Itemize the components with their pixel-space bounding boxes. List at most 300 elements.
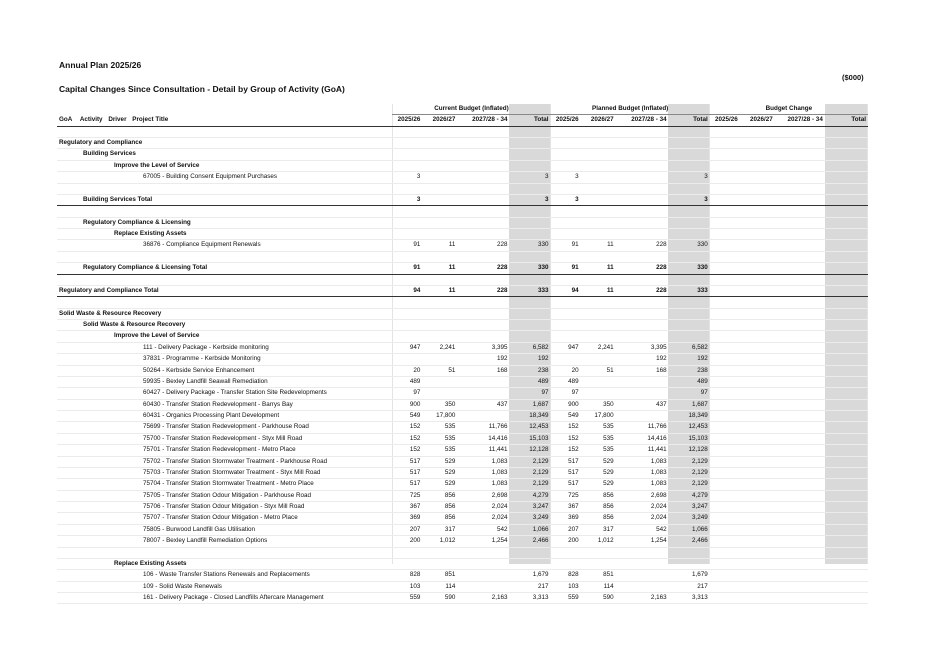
value-cell: 97 xyxy=(509,388,550,399)
table-row xyxy=(57,490,868,501)
value-cell: 317 xyxy=(581,524,616,535)
value-cell: 200 xyxy=(551,536,581,547)
label-headers xyxy=(57,115,392,126)
project-title: 75700 - Transfer Station Redevelopment - Styx Mill Road xyxy=(57,433,392,444)
empty-cell xyxy=(825,297,868,308)
empty-cell xyxy=(710,547,740,558)
section-label: Solid Waste & Resource Recovery xyxy=(57,320,392,331)
value-cell xyxy=(422,388,457,399)
section-label: Replace Existing Assets xyxy=(57,229,392,240)
section-heading-row xyxy=(57,558,868,569)
empty-cell xyxy=(457,183,509,194)
empty-cell xyxy=(825,217,868,228)
value-cell: 559 xyxy=(392,593,422,604)
empty-cell xyxy=(616,331,669,342)
value-cell: 517 xyxy=(392,456,422,467)
empty-cell xyxy=(775,297,825,308)
table-row xyxy=(57,502,868,513)
empty-cell xyxy=(710,558,740,569)
value-cell: 2,129 xyxy=(669,456,710,467)
empty-cell xyxy=(669,320,710,331)
value-cell: 330 xyxy=(669,240,710,251)
empty-cell xyxy=(710,149,740,160)
table-row xyxy=(57,581,868,592)
value-cell: 12,453 xyxy=(509,422,550,433)
value-cell: 12,453 xyxy=(669,422,710,433)
value-cell xyxy=(740,285,775,296)
value-cell xyxy=(775,411,825,422)
value-cell: 1,254 xyxy=(616,536,669,547)
value-cell xyxy=(710,376,740,387)
value-cell: 2,129 xyxy=(509,456,550,467)
empty-cell xyxy=(710,320,740,331)
empty-cell xyxy=(669,331,710,342)
value-cell xyxy=(710,388,740,399)
table-row xyxy=(57,365,868,376)
empty-cell xyxy=(775,320,825,331)
value-cell: 152 xyxy=(392,433,422,444)
empty-cell xyxy=(551,229,581,240)
table-row xyxy=(57,172,868,183)
empty-cell xyxy=(775,160,825,171)
value-cell: 489 xyxy=(669,376,710,387)
value-cell xyxy=(457,411,509,422)
empty-cell xyxy=(825,183,868,194)
empty-cell xyxy=(392,274,422,285)
value-cell: 192 xyxy=(616,354,669,365)
empty-cell xyxy=(457,206,509,217)
empty-cell xyxy=(581,547,616,558)
empty-cell xyxy=(57,183,392,194)
empty-cell xyxy=(422,126,457,137)
value-cell xyxy=(457,388,509,399)
empty-cell xyxy=(392,297,422,308)
project-title: 60427 - Delivery Package - Transfer Station Site Redevelopments xyxy=(57,388,392,399)
value-cell: 529 xyxy=(422,467,457,478)
empty-cell xyxy=(509,206,550,217)
project-title: 36876 - Compliance Equipment Renewals xyxy=(57,240,392,251)
blank-row xyxy=(57,547,868,558)
value-cell xyxy=(740,513,775,524)
value-cell: 517 xyxy=(392,467,422,478)
value-cell: 1,687 xyxy=(669,399,710,410)
empty-cell xyxy=(669,217,710,228)
value-cell: 535 xyxy=(581,433,616,444)
value-cell: 11 xyxy=(581,263,616,274)
value-cell xyxy=(457,172,509,183)
value-cell: 114 xyxy=(422,581,457,592)
value-cell xyxy=(775,433,825,444)
value-cell xyxy=(710,479,740,490)
value-cell xyxy=(825,433,868,444)
value-cell: 51 xyxy=(422,365,457,376)
table-row xyxy=(57,433,868,444)
value-cell xyxy=(825,593,868,604)
empty-cell xyxy=(825,274,868,285)
value-cell: 535 xyxy=(581,445,616,456)
col-header-value: 2025/26 xyxy=(392,115,422,126)
value-cell: 856 xyxy=(581,502,616,513)
empty-cell xyxy=(509,217,550,228)
value-cell: 535 xyxy=(422,433,457,444)
value-cell xyxy=(710,490,740,501)
table-row xyxy=(57,513,868,524)
col-header-goa: GoA xyxy=(59,116,73,124)
col-header-activity: Activity xyxy=(79,116,103,124)
value-cell xyxy=(825,388,868,399)
empty-cell xyxy=(457,558,509,569)
value-cell: 12,128 xyxy=(669,445,710,456)
value-cell: 192 xyxy=(509,354,550,365)
value-cell xyxy=(775,467,825,478)
value-cell xyxy=(825,354,868,365)
section-label: Improve the Level of Service xyxy=(57,160,392,171)
empty-cell xyxy=(616,274,669,285)
units-label: ($000) xyxy=(842,73,864,82)
empty-cell xyxy=(775,558,825,569)
empty-cell xyxy=(457,149,509,160)
value-cell: 1,083 xyxy=(457,479,509,490)
value-cell: 3 xyxy=(551,172,581,183)
value-cell: 590 xyxy=(422,593,457,604)
empty-cell xyxy=(392,229,422,240)
project-title: 161 - Delivery Package - Closed Landfills Aftercare Management xyxy=(57,593,392,604)
value-cell xyxy=(740,433,775,444)
value-cell xyxy=(740,502,775,513)
empty-cell xyxy=(457,274,509,285)
value-cell xyxy=(710,411,740,422)
value-cell: 900 xyxy=(392,399,422,410)
value-cell: 17,800 xyxy=(581,411,616,422)
value-cell: 3 xyxy=(669,194,710,205)
value-cell: 192 xyxy=(457,354,509,365)
value-cell: 11 xyxy=(422,263,457,274)
section-label: Replace Existing Assets xyxy=(57,558,392,569)
empty-cell xyxy=(509,251,550,262)
empty-cell xyxy=(457,308,509,319)
empty-cell xyxy=(825,229,868,240)
column-group-planned: Planned Budget (Inflated) xyxy=(551,104,710,115)
empty-cell xyxy=(422,251,457,262)
value-cell: 1,066 xyxy=(509,524,550,535)
value-cell: 1,083 xyxy=(616,467,669,478)
value-cell: 2,024 xyxy=(616,502,669,513)
empty-cell xyxy=(581,297,616,308)
table-row xyxy=(57,536,868,547)
value-cell: 168 xyxy=(457,365,509,376)
value-cell xyxy=(775,422,825,433)
value-cell xyxy=(775,502,825,513)
empty-cell xyxy=(509,160,550,171)
empty-cell xyxy=(825,308,868,319)
empty-cell xyxy=(392,183,422,194)
value-cell xyxy=(775,342,825,353)
section-heading-row xyxy=(57,308,868,319)
table-row xyxy=(57,399,868,410)
value-cell xyxy=(825,285,868,296)
empty-cell xyxy=(616,149,669,160)
col-header-project-title: Project Title xyxy=(132,116,169,124)
empty-cell xyxy=(669,558,710,569)
value-cell xyxy=(825,524,868,535)
value-cell xyxy=(740,593,775,604)
project-title: 59935 - Bexley Landfill Seawall Remediation xyxy=(57,376,392,387)
project-title: 111 - Delivery Package - Kerbside monitoring xyxy=(57,342,392,353)
empty-cell xyxy=(669,297,710,308)
column-group-current: Current Budget (Inflated) xyxy=(392,104,550,115)
empty-cell xyxy=(740,138,775,149)
value-cell xyxy=(710,445,740,456)
value-cell: 489 xyxy=(551,376,581,387)
value-cell xyxy=(740,240,775,251)
value-cell: 542 xyxy=(616,524,669,535)
value-cell: 489 xyxy=(509,376,550,387)
value-cell xyxy=(775,263,825,274)
value-cell xyxy=(710,502,740,513)
value-cell: 3 xyxy=(551,194,581,205)
empty-cell xyxy=(825,251,868,262)
empty-cell xyxy=(581,138,616,149)
table-row xyxy=(57,376,868,387)
value-cell: 238 xyxy=(509,365,550,376)
value-cell: 3,313 xyxy=(669,593,710,604)
value-cell xyxy=(710,354,740,365)
project-title: 106 - Waste Transfer Stations Renewals and Replacements xyxy=(57,570,392,581)
col-header-value: 2025/26 xyxy=(551,115,581,126)
value-cell: 330 xyxy=(669,263,710,274)
value-cell xyxy=(457,581,509,592)
col-header-value: Total xyxy=(509,115,550,126)
table-row xyxy=(57,422,868,433)
total-label: Building Services Total xyxy=(57,194,392,205)
value-cell: 549 xyxy=(392,411,422,422)
value-cell xyxy=(825,581,868,592)
empty-cell xyxy=(422,160,457,171)
value-cell: 1,012 xyxy=(581,536,616,547)
empty-cell xyxy=(422,558,457,569)
total-row xyxy=(57,194,868,205)
empty-cell xyxy=(710,229,740,240)
value-cell xyxy=(392,354,422,365)
empty-cell xyxy=(392,308,422,319)
value-cell: 91 xyxy=(392,240,422,251)
value-cell: 207 xyxy=(392,524,422,535)
value-cell xyxy=(775,456,825,467)
column-group-change: Budget Change xyxy=(710,104,868,115)
empty-cell xyxy=(616,251,669,262)
value-cell xyxy=(775,194,825,205)
value-cell xyxy=(825,263,868,274)
empty-cell xyxy=(581,183,616,194)
empty-cell xyxy=(509,308,550,319)
value-cell xyxy=(710,263,740,274)
empty-cell xyxy=(616,217,669,228)
empty-cell xyxy=(551,308,581,319)
value-cell xyxy=(825,342,868,353)
value-cell: 3 xyxy=(509,194,550,205)
value-cell: 11 xyxy=(422,240,457,251)
value-cell xyxy=(775,570,825,581)
value-cell xyxy=(740,581,775,592)
empty-cell xyxy=(710,160,740,171)
empty-cell xyxy=(825,206,868,217)
value-cell xyxy=(775,513,825,524)
empty-cell xyxy=(710,126,740,137)
empty-cell xyxy=(581,160,616,171)
empty-cell xyxy=(616,308,669,319)
empty-cell xyxy=(825,320,868,331)
empty-header-cell xyxy=(57,104,392,115)
value-cell: 535 xyxy=(422,422,457,433)
value-cell xyxy=(775,365,825,376)
empty-cell xyxy=(422,206,457,217)
value-cell xyxy=(710,194,740,205)
value-cell: 535 xyxy=(581,422,616,433)
col-header-value: Total xyxy=(669,115,710,126)
value-cell: 2,129 xyxy=(669,479,710,490)
empty-cell xyxy=(581,126,616,137)
value-cell: 217 xyxy=(509,581,550,592)
empty-cell xyxy=(825,331,868,342)
value-cell xyxy=(710,524,740,535)
empty-cell xyxy=(422,547,457,558)
value-cell: 3,313 xyxy=(509,593,550,604)
value-cell: 91 xyxy=(392,263,422,274)
value-cell: 152 xyxy=(392,422,422,433)
value-cell xyxy=(616,388,669,399)
value-cell: 97 xyxy=(669,388,710,399)
section-heading-row xyxy=(57,217,868,228)
value-cell: 11,441 xyxy=(457,445,509,456)
section-heading-row xyxy=(57,320,868,331)
empty-cell xyxy=(669,229,710,240)
empty-cell xyxy=(457,251,509,262)
value-cell: 330 xyxy=(509,240,550,251)
value-cell xyxy=(740,194,775,205)
empty-cell xyxy=(775,251,825,262)
empty-cell xyxy=(775,183,825,194)
value-cell: 152 xyxy=(551,433,581,444)
value-cell: 529 xyxy=(581,456,616,467)
empty-cell xyxy=(509,558,550,569)
value-cell xyxy=(825,376,868,387)
empty-cell xyxy=(581,206,616,217)
value-cell xyxy=(740,479,775,490)
value-cell: 14,416 xyxy=(457,433,509,444)
empty-cell xyxy=(57,274,392,285)
empty-cell xyxy=(710,308,740,319)
table-row xyxy=(57,240,868,251)
value-cell xyxy=(825,411,868,422)
value-cell xyxy=(775,445,825,456)
value-cell: 228 xyxy=(457,285,509,296)
empty-cell xyxy=(616,297,669,308)
empty-cell xyxy=(740,547,775,558)
empty-cell xyxy=(57,251,392,262)
empty-cell xyxy=(581,320,616,331)
value-cell xyxy=(775,524,825,535)
value-cell: 517 xyxy=(551,456,581,467)
value-cell: 369 xyxy=(392,513,422,524)
value-cell xyxy=(740,342,775,353)
value-cell: 2,241 xyxy=(581,342,616,353)
empty-cell xyxy=(775,217,825,228)
value-cell xyxy=(825,365,868,376)
value-cell: 1,083 xyxy=(616,456,669,467)
empty-cell xyxy=(457,138,509,149)
value-cell: 2,024 xyxy=(457,513,509,524)
empty-cell xyxy=(392,251,422,262)
value-cell xyxy=(825,422,868,433)
empty-cell xyxy=(740,331,775,342)
empty-cell xyxy=(422,320,457,331)
empty-cell xyxy=(509,331,550,342)
section-label: Improve the Level of Service xyxy=(57,331,392,342)
empty-cell xyxy=(392,206,422,217)
value-cell: 529 xyxy=(581,479,616,490)
value-cell: 1,083 xyxy=(616,479,669,490)
value-cell xyxy=(710,570,740,581)
project-title: 75704 - Transfer Station Stormwater Treatment - Metro Place xyxy=(57,479,392,490)
value-cell: 590 xyxy=(581,593,616,604)
empty-cell xyxy=(581,251,616,262)
table-row xyxy=(57,524,868,535)
empty-cell xyxy=(509,138,550,149)
empty-cell xyxy=(551,126,581,137)
value-cell: 559 xyxy=(551,593,581,604)
value-cell xyxy=(740,376,775,387)
empty-cell xyxy=(710,274,740,285)
value-cell: 2,129 xyxy=(669,467,710,478)
empty-cell xyxy=(551,217,581,228)
value-cell: 947 xyxy=(551,342,581,353)
value-cell: 1,066 xyxy=(669,524,710,535)
value-cell: 2,698 xyxy=(616,490,669,501)
value-cell xyxy=(616,172,669,183)
col-header-value: 2027/28 - 34 xyxy=(775,115,825,126)
empty-cell xyxy=(581,331,616,342)
value-cell: 91 xyxy=(551,240,581,251)
empty-cell xyxy=(669,138,710,149)
total-label: Regulatory Compliance & Licensing Total xyxy=(57,263,392,274)
empty-cell xyxy=(509,320,550,331)
value-cell: 152 xyxy=(392,445,422,456)
value-cell: 200 xyxy=(392,536,422,547)
empty-cell xyxy=(825,149,868,160)
empty-cell xyxy=(57,547,392,558)
value-cell xyxy=(740,399,775,410)
empty-cell xyxy=(740,183,775,194)
value-cell xyxy=(457,570,509,581)
value-cell: 103 xyxy=(551,581,581,592)
value-cell: 4,279 xyxy=(669,490,710,501)
value-cell: 3 xyxy=(669,172,710,183)
empty-cell xyxy=(457,331,509,342)
section-label: Regulatory Compliance & Licensing xyxy=(57,217,392,228)
value-cell: 12,128 xyxy=(509,445,550,456)
empty-cell xyxy=(392,149,422,160)
value-cell: 369 xyxy=(551,513,581,524)
table-row xyxy=(57,445,868,456)
value-cell: 367 xyxy=(392,502,422,513)
value-cell: 1,012 xyxy=(422,536,457,547)
section-label: Solid Waste & Resource Recovery xyxy=(57,308,392,319)
value-cell xyxy=(825,513,868,524)
value-cell xyxy=(710,172,740,183)
table-row xyxy=(57,479,868,490)
value-cell xyxy=(422,172,457,183)
value-cell xyxy=(775,593,825,604)
